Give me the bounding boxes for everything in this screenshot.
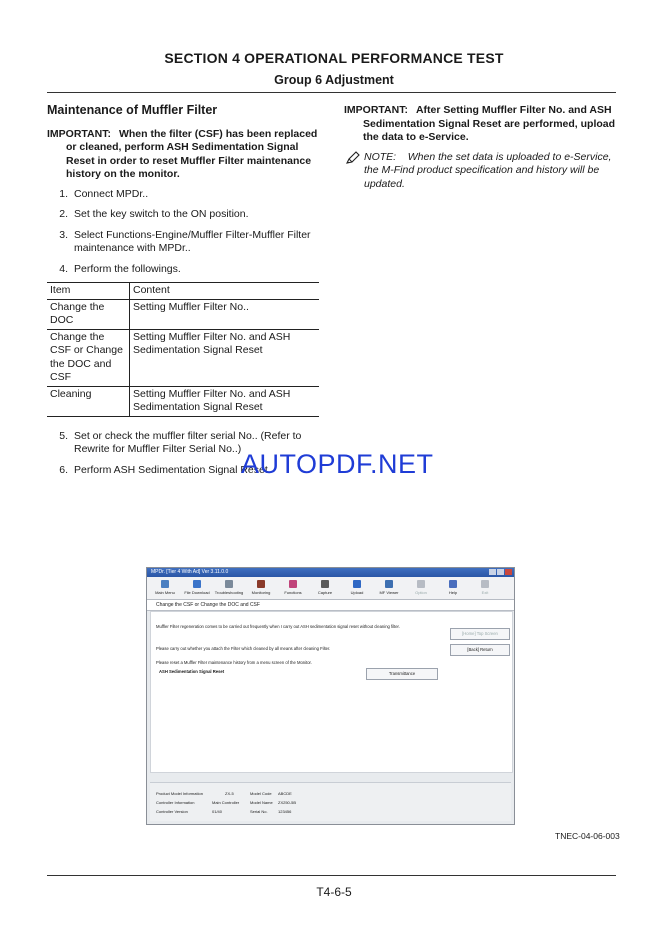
toolbar-label: Capture: [317, 590, 333, 595]
table-row: [47, 386, 319, 416]
status-label: Model Name: [250, 800, 273, 805]
gauge-icon: [257, 580, 265, 588]
toolbar-button-upload[interactable]: [341, 577, 373, 599]
screen-heading: Change the CSF or Change the DOC and CSF: [147, 600, 514, 611]
toolbar-label: Troubleshooting: [214, 590, 244, 595]
window-titlebar: [147, 568, 514, 577]
left-column: [47, 104, 319, 484]
toolbar-button-viewer[interactable]: [373, 577, 405, 599]
toolbar-button-gauge[interactable]: [245, 577, 277, 599]
toolbar-button-option[interactable]: [405, 577, 437, 599]
step-text: Set the key switch to the ON position.: [74, 208, 249, 220]
home-top-screen-button[interactable]: [Home] Top Screen: [450, 628, 510, 640]
header-rule: [47, 92, 616, 93]
note-label: NOTE:: [364, 150, 397, 163]
toolbar-button-functions[interactable]: [277, 577, 309, 599]
table-cell: Change the DOC: [47, 299, 130, 329]
step-text: Perform ASH Sedimentation Signal Reset.: [74, 463, 271, 476]
table-cell: Setting Muffler Filter No..: [130, 299, 320, 329]
table-cell: Cleaning: [47, 386, 130, 416]
step-text: Set or check the muffler filter serial No.. (Refer to Rewrite for Muffler Filter Serial No..): [74, 429, 302, 455]
window-title: MPDr. [Tier 4 With Ad] Ver 3.11.0.0: [151, 569, 229, 575]
step-number: 3.: [59, 228, 68, 241]
toolbar-label: Upload: [350, 590, 364, 595]
message-panel: [150, 611, 513, 773]
note-body: [364, 151, 620, 192]
status-bar: [150, 782, 511, 821]
toolbar-label: Help: [448, 590, 458, 595]
toolbar-label: Monitoring: [251, 590, 271, 595]
toolbar-label: Functions: [284, 590, 302, 595]
status-label: Serial No.: [250, 809, 268, 814]
step-text: Select Functions-Engine/Muffler Filter-Muffler Filter maintenance with MPDr..: [74, 228, 311, 254]
important-notice-upload: [344, 104, 620, 145]
toolbar: [147, 577, 514, 600]
table-cell: Setting Muffler Filter No. and ASH Sedimentation Signal Reset: [130, 386, 320, 416]
minimize-icon[interactable]: [489, 569, 496, 575]
column-header-item: Item: [47, 283, 130, 300]
status-label: Controller Information: [156, 800, 195, 805]
toolbar-button-help[interactable]: [437, 577, 469, 599]
footer-rule: [47, 875, 616, 876]
step-number: 5.: [59, 429, 68, 442]
important-text: After Setting Muffler Filter No. and ASH Sedimentation Signal Reset are performed, upload the data to e-Service.: [363, 104, 616, 143]
message-1: Muffler Filter regeneration comes to be carried out frequently when I carry out ASH sedimentation signal reset without cleaning filter.: [156, 624, 400, 629]
functions-icon: [289, 580, 297, 588]
help-icon: [449, 580, 457, 588]
upload-icon: [353, 580, 361, 588]
figure-id: TNEC-04-06-003: [555, 831, 620, 841]
step-number: 4.: [59, 262, 68, 275]
status-value: ZX250-5B: [278, 800, 297, 805]
step-number: 2.: [59, 208, 68, 220]
table-row: [47, 299, 319, 329]
right-column: [344, 104, 620, 191]
exit-icon: [481, 580, 489, 588]
status-label: Controller Version: [156, 809, 188, 814]
section-title: SECTION 4 OPERATIONAL PERFORMANCE TEST: [164, 50, 504, 66]
pencil-icon: [346, 151, 362, 192]
toolbar-label: Option: [415, 590, 427, 595]
step-number: 1.: [59, 187, 68, 200]
message-3: Please reset a Muffler Filter maintenance history from a menu screen of the Monitor.: [156, 660, 312, 665]
page-number: T4-6-5: [316, 885, 352, 899]
ash-reset-label: ASH Sedimentation Signal Reset: [159, 669, 225, 674]
toolbar-label: Exit: [481, 590, 489, 595]
toolbar-button-exit[interactable]: [469, 577, 501, 599]
list-item: [47, 263, 319, 277]
column-header-content: Content: [130, 283, 320, 300]
important-text: When the filter (CSF) has been replaced or cleaned, perform ASH Sedimentation Signal Reset in order to reset Muffler Filter maintenance history on the monitor.: [66, 127, 318, 180]
important-label: IMPORTANT:: [344, 104, 408, 116]
list-item: [47, 208, 319, 222]
step-text: Perform the followings.: [74, 262, 181, 275]
wrench-icon: [225, 580, 233, 588]
toolbar-button-download[interactable]: [181, 577, 213, 599]
steps-list: [47, 188, 319, 277]
status-value: Main Controller: [212, 800, 240, 805]
download-icon: [193, 580, 201, 588]
toolbar-label: MF Viewer: [379, 590, 399, 595]
status-label: Model Code: [250, 791, 272, 796]
status-value: ZX-5: [225, 791, 234, 796]
window-controls: [489, 569, 512, 575]
list-item: [47, 188, 319, 202]
toolbar-label: File Download: [184, 590, 210, 595]
list-item: [47, 229, 319, 256]
step-text: Connect MPDr..: [74, 187, 149, 200]
home-icon: [161, 580, 169, 588]
toolbar-button-home[interactable]: [149, 577, 181, 599]
table-cell: Change the CSF or Change the DOC and CSF: [47, 329, 130, 386]
status-value: 01/40: [212, 809, 223, 814]
status-value: ABCDE: [278, 791, 292, 796]
toolbar-button-capture[interactable]: [309, 577, 341, 599]
status-label: Product Model Information: [156, 791, 203, 796]
important-notice: [47, 128, 319, 182]
note-text: When the set data is uploaded to e-Service, the M-Find product specification and history will be updated.: [364, 150, 612, 190]
status-value: 123456: [278, 809, 292, 814]
back-return-button[interactable]: [Back] Return: [450, 644, 510, 656]
step-number: 6.: [59, 463, 68, 476]
table-row: [47, 329, 319, 386]
table-header-row: [47, 283, 319, 300]
transmittance-button[interactable]: Transmittance: [366, 668, 438, 680]
close-icon[interactable]: [505, 569, 512, 575]
group-title: Group 6 Adjustment: [274, 73, 394, 87]
option-icon: [417, 580, 425, 588]
note: [346, 151, 620, 192]
message-2: Please carry out whether you attach the Filter which cleaned by all means after cleaning Filter.: [156, 646, 331, 651]
toolbar-button-wrench[interactable]: [213, 577, 245, 599]
section-heading: Maintenance of Muffler Filter: [47, 103, 218, 117]
procedure-table: [47, 282, 319, 417]
capture-icon: [321, 580, 329, 588]
maximize-icon[interactable]: [497, 569, 504, 575]
toolbar-label: Main Menu: [155, 590, 175, 595]
watermark: AUTOPDF.NET: [241, 449, 434, 479]
mpdr-screenshot: [146, 567, 515, 825]
viewer-icon: [385, 580, 393, 588]
important-label: IMPORTANT:: [47, 127, 111, 140]
table-cell: Setting Muffler Filter No. and ASH Sedimentation Signal Reset: [130, 329, 320, 386]
